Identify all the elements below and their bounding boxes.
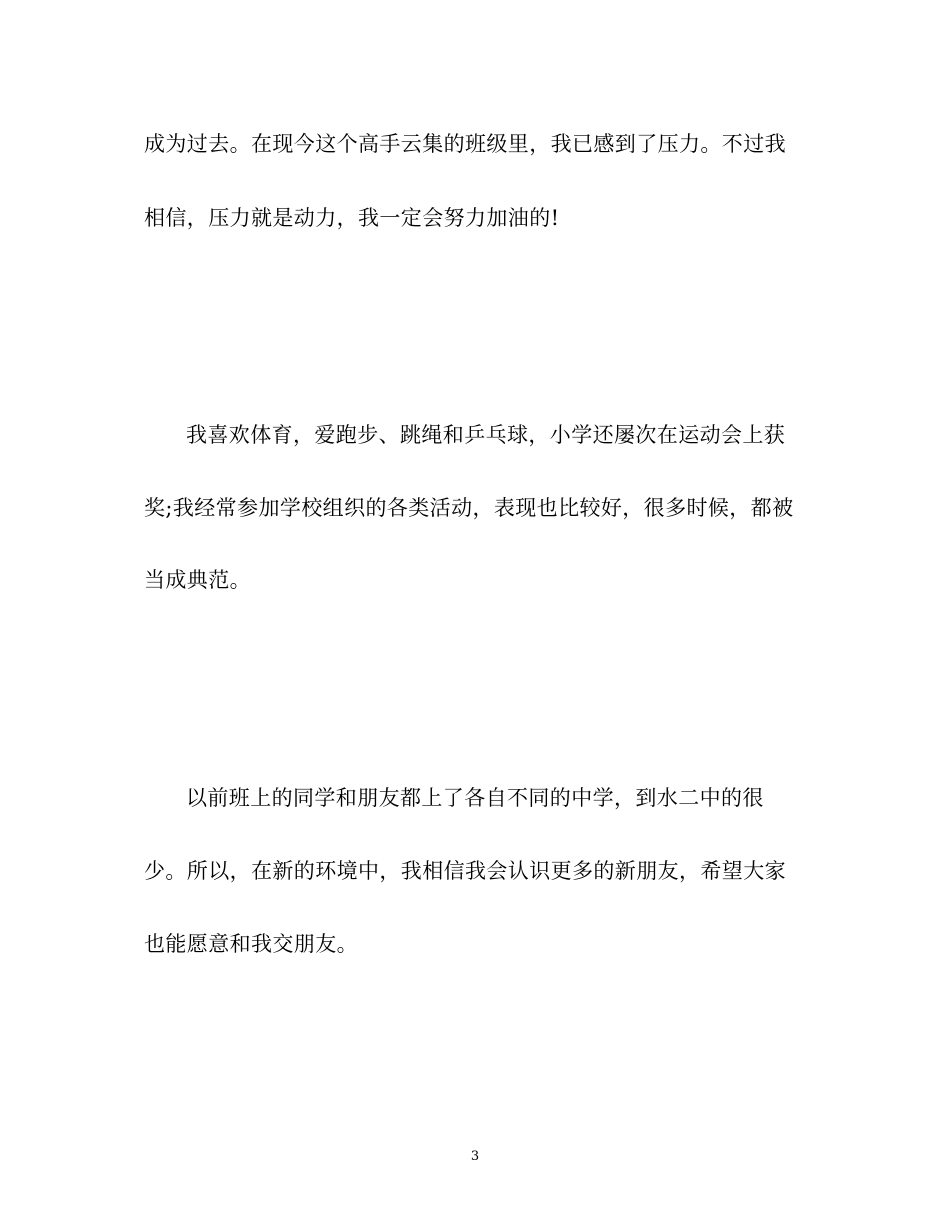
paragraph-line: 以前班上的同学和朋友都上了各自不同的中学，到水二中的很 bbox=[186, 786, 764, 810]
paragraph-line: 相信，压力就是动力，我一定会努力加油的! bbox=[144, 206, 560, 230]
paragraph-line: 当成典范。 bbox=[144, 568, 251, 592]
paragraph-line: 我喜欢体育，爱跑步、跳绳和乒乓球，小学还屡次在运动会上获 bbox=[186, 423, 786, 447]
paragraph-line: 也能愿意和我交朋友。 bbox=[144, 932, 358, 956]
page-number: 3 bbox=[470, 1149, 480, 1164]
paragraph-line: 少。所以，在新的环境中，我相信我会认识更多的新朋友，希望大家 bbox=[144, 859, 786, 883]
paragraph-line: 成为过去。在现今这个高手云集的班级里，我已感到了压力。不过我 bbox=[144, 132, 786, 156]
paragraph-line: 奖;我经常参加学校组织的各类活动，表现也比较好，很多时候，都被 bbox=[144, 496, 794, 520]
